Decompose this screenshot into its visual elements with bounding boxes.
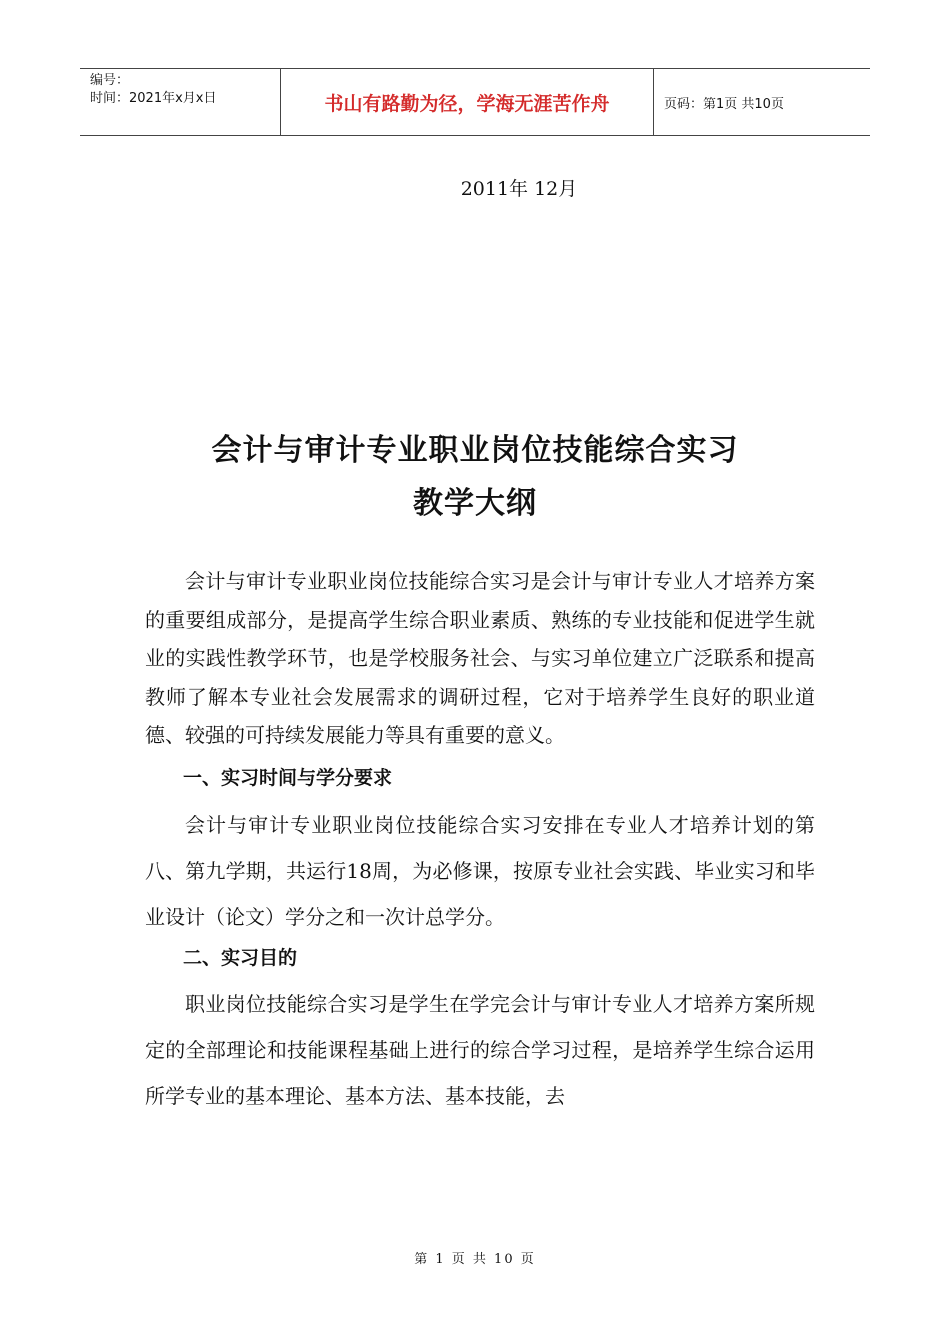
document-time-label: 时间：2021年x月x日	[90, 91, 217, 106]
header-meta-cell	[80, 69, 281, 135]
document-title-line-1: 会计与审计专业职业岗位技能综合实习	[211, 433, 739, 468]
document-header	[80, 68, 870, 136]
document-number-label: 编号：	[90, 73, 130, 88]
header-page-info: 页码：第1页 共10页	[664, 96, 784, 112]
section-heading-2: 二、实习目的	[183, 946, 298, 969]
document-date: 2011年 12月	[460, 178, 578, 200]
document-body	[145, 562, 815, 1119]
section-heading-1: 一、实习时间与学分要求	[183, 766, 393, 789]
intro-paragraph: 会计与审计专业职业岗位技能综合实习是会计与审计专业人才培养方案的重要组成部分，是提高学生综合职业素质、熟练的专业技能和促进学生就业的实践性教学环节，也是学校服务社会、与实习单位建立广泛联系和提高教师了解本专业社会发展需求的调研过程，它对于培养学生良好的职业道德、较强的可持续发展能力等具有重要的意义。	[145, 569, 815, 747]
document-title-line-2: 教学大纲	[413, 486, 537, 521]
header-motto: 书山有路勤为径，学海无涯苦作舟	[281, 69, 654, 135]
section-paragraph-2: 职业岗位技能综合实习是学生在学完会计与审计专业人才培养方案所规定的全部理论和技能课程基础上进行的综合学习过程，是培养学生综合运用所学专业的基本理论、基本方法、基本技能，去	[145, 991, 815, 1108]
page-footer: 第 1 页 共 10 页	[414, 1252, 536, 1267]
section-paragraph-1: 会计与审计专业职业岗位技能综合实习安排在专业人才培养计划的第八、第九学期，共运行18周，为必修课，按原专业社会实践、毕业实习和毕业设计（论文）学分之和一次计总学分。	[145, 812, 815, 929]
